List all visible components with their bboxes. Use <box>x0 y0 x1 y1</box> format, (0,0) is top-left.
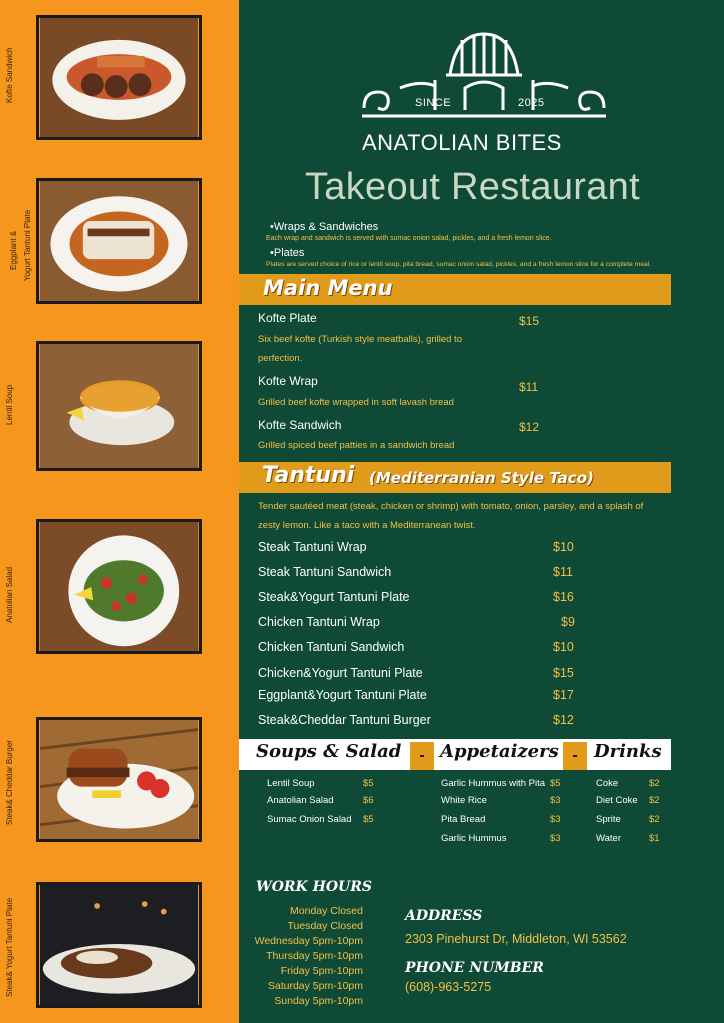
photo-eggplant-tantuni-plate <box>36 178 202 304</box>
hours-line: Wednesday 5pm-10pm <box>254 935 363 947</box>
soup-item-name: Sumac Onion Salad <box>267 814 352 825</box>
photo-label-eggplant-2: Yogurt Tantuni Plate <box>23 209 32 281</box>
drink-item-price: $2 <box>649 778 660 789</box>
brand-name: ANATOLIAN BITES <box>362 130 562 155</box>
tantuni-item-price: $10 <box>553 540 574 554</box>
tantuni-desc: Tender sautéed meat (steak, chicken or shrimp) with tomato, onion, parsley, and a splash of zesty lemon. Like a taco with a Mediterranean twist. <box>258 501 644 531</box>
drink-item-price: $2 <box>649 795 660 806</box>
drink-item-price: $2 <box>649 814 660 825</box>
menu-item-desc: Grilled spiced beef patties in a sandwich bread <box>258 440 455 451</box>
soups-salad-title: Soups & Salad <box>256 741 402 762</box>
appetizer-item-name: Garlic Hummus with Pita <box>441 778 545 789</box>
tantuni-item-price: $12 <box>553 713 574 727</box>
address-text: 2303 Pinehurst Dr, Middleton, WI 53562 <box>405 932 627 946</box>
work-hours-list <box>243 904 363 1009</box>
hours-line: Friday 5pm-10pm <box>280 965 363 977</box>
wraps-note: Each wrap and sandwich is served with sumac onion salad, pickles, and a fresh lemon slice. <box>266 235 552 242</box>
hours-line: Thursday 5pm-10pm <box>266 950 363 962</box>
photo-label-kofte-sandwich: Kofte Sandwich <box>5 47 14 103</box>
tantuni-item-name: Chicken Tantuni Wrap <box>258 615 380 629</box>
drink-item-name: Sprite <box>596 814 621 825</box>
drink-item-name: Coke <box>596 778 619 789</box>
section-separator: - <box>410 742 434 770</box>
hours-line: Tuesday Closed <box>287 920 363 932</box>
restaurant-logo <box>360 30 608 126</box>
menu-item-desc: Six beef kofte (Turkish style meatballs), grilled to perfection. <box>258 334 462 364</box>
soup-item-price: $5 <box>363 814 374 825</box>
appetizer-item-name: White Rice <box>441 795 487 806</box>
photo-steak-yogurt-plate <box>36 882 202 1008</box>
appetizer-item-price: $5 <box>550 778 561 789</box>
tantuni-item-price: $16 <box>553 590 574 604</box>
tantuni-item-name: Steak Tantuni Sandwich <box>258 565 392 579</box>
address-title: ADDRESS <box>405 908 483 924</box>
soup-item-name: Lentil Soup <box>267 778 315 789</box>
plates-note: Plates are served choice of rice or lentil soup, pita bread, sumac onion salad, pickles, and a fresh lemon slice for a complete meal. <box>266 261 652 268</box>
appetizer-item-price: $3 <box>550 833 561 844</box>
hours-line: Sunday 5pm-10pm <box>274 995 363 1007</box>
since-year: 2025 <box>518 97 545 109</box>
phone-number: (608)-963-5275 <box>405 980 492 994</box>
menu-item-name: Kofte Wrap <box>258 374 318 388</box>
tantuni-item-name: Eggplant&Yogurt Tantuni Plate <box>258 688 427 702</box>
photo-label-lentil-soup: Lentil Soup <box>5 384 14 426</box>
appetizers-title: Appetaizers <box>440 741 559 762</box>
menu-item-name: Kofte Sandwich <box>258 418 342 432</box>
soup-item-price: $5 <box>363 778 374 789</box>
appetizer-item-price: $3 <box>550 814 561 825</box>
hours-line: Saturday 5pm-10pm <box>267 980 363 992</box>
photo-label-eggplant-1: Eggplant & <box>9 230 18 270</box>
menu-item-price: $11 <box>519 380 539 394</box>
section-separator: - <box>563 742 587 770</box>
drink-item-name: Diet Coke <box>596 795 638 806</box>
hours-line: Monday Closed <box>290 905 363 917</box>
tantuni-subtitle: (Mediterranian Style Taco) <box>369 469 594 487</box>
menu-item-price: $15 <box>519 314 540 328</box>
tantuni-item-price: $9 <box>561 615 575 629</box>
tantuni-item-name: Steak&Yogurt Tantuni Plate <box>258 590 410 604</box>
photo-anatolian-salad <box>36 519 202 654</box>
photo-lentil-soup <box>36 341 202 471</box>
wraps-note-title: •Wraps & Sandwiches <box>270 221 379 233</box>
drinks-title: Drinks <box>594 741 662 762</box>
photo-cheddar-burger <box>36 717 202 842</box>
tantuni-item-price: $17 <box>553 688 574 702</box>
menu-item-name: Kofte Plate <box>258 311 317 325</box>
photo-kofte-sandwich <box>36 15 202 140</box>
tantuni-item-price: $15 <box>553 666 574 680</box>
photo-label-steak-yogurt-plate: Steak& Yogurt Tantuni Plate <box>5 897 14 998</box>
photo-sidebar <box>0 0 239 1023</box>
photo-label-cheddar-burger: Steak& Cheddar Burger <box>5 740 14 825</box>
plates-note-title: •Plates <box>270 247 305 259</box>
soup-item-name: Anatolian Salad <box>267 795 334 806</box>
tantuni-item-price: $10 <box>553 640 574 654</box>
tantuni-item-name: Steak&Cheddar Tantuni Burger <box>258 713 431 727</box>
menu-item-desc: Grilled beef kofte wrapped in soft lavash bread <box>258 397 454 408</box>
since-label: SINCE <box>415 97 452 109</box>
tantuni-item-name: Chicken Tantuni Sandwich <box>258 640 405 654</box>
page-title: Takeout Restaurant <box>305 166 640 208</box>
main-menu-title: Main Menu <box>263 276 393 300</box>
drink-item-name: Water <box>596 833 621 844</box>
photo-label-anatolian-salad: Anatolian Salad <box>5 566 14 624</box>
appetizer-item-price: $3 <box>550 795 561 806</box>
soup-item-price: $6 <box>363 795 374 806</box>
phone-title: PHONE NUMBER <box>405 960 544 976</box>
tantuni-item-name: Steak Tantuni Wrap <box>258 540 367 554</box>
tantuni-item-name: Chicken&Yogurt Tantuni Plate <box>258 666 423 680</box>
appetizer-item-name: Pita Bread <box>441 814 486 825</box>
appetizer-item-name: Garlic Hummus <box>441 833 507 844</box>
work-hours-title: WORK HOURS <box>256 879 372 895</box>
tantuni-item-price: $11 <box>553 565 573 579</box>
menu-item-price: $12 <box>519 420 540 434</box>
drink-item-price: $1 <box>649 833 660 844</box>
tantuni-title: Tantuni <box>262 463 355 488</box>
